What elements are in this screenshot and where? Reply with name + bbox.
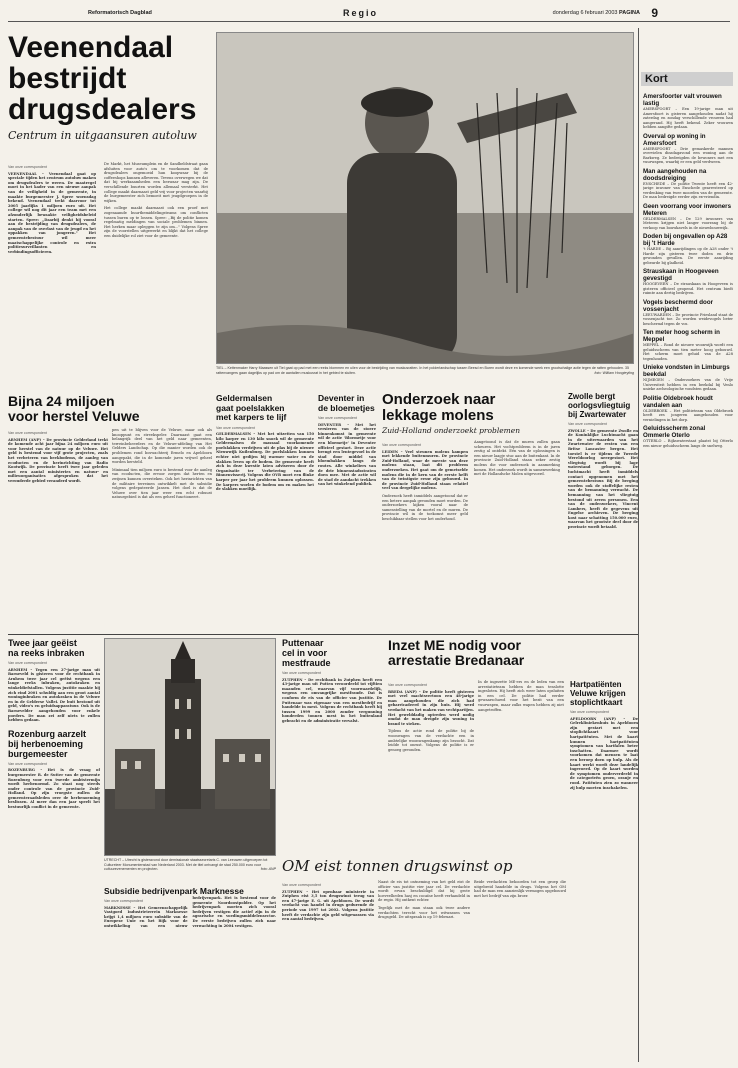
- article-puttenaar: Puttenaar cel in voor mestfraude Van onze correspondent ZUTPHEN – De rechtbank in Zutphen heeft een 43-jarige man uit Putten veroordeeld tot vijftien maanden cel, waarvan vijf voorwaardelijk, wegens een omvangrijke mestfraude. Dat is conform de eis van de officier van justitie. De Puttenaar was eigenaar van een mestbedrijf en handelde in mest. Volgens de rechtbank heeft hij tussen 1999 en 2000 zonder vergunning honderden tonnen mest in het buitenland gebracht en de administratie vervalst.: [282, 638, 382, 723]
- kort-item-title: Geluidsscherm zonal Ommerle Oterlo: [643, 425, 706, 439]
- kort-item-text: LEEUWARDEN – De provincie Friesland staat de vossenjacht toe. Zo worden weidevogels beter beschermd tegen de vos.: [643, 312, 733, 326]
- kort-item-title: Politie Oldebroek houdt vandalen aan: [643, 394, 713, 409]
- kort-item-title: Strauskaan in Hoogeveen gevestigd: [643, 268, 719, 282]
- kort-item-title: Overval op woning in Amersfoort: [643, 132, 706, 147]
- section-divider: [8, 634, 638, 635]
- headline-line2: bestrijdt: [8, 62, 127, 95]
- kort-item-title: Man aangehouden na doodsdreiging: [643, 167, 707, 182]
- article-deventer: Deventer in de bloemetjes Van onze correspondent DEVENTER – Met het versieren van de stoere binnenkomst in gemeente wil de actie 'Bloemetje voor een bloemetje' in Deventer officieel gestart. Deze actie brengt een lentegevoel in de stad door middel van bloembakken langs de routes. Alle winkeliers van de drie binnenstadsstraten doen mee. Met de actie wil de stad de aandacht trekken van het winkelend publiek.: [318, 394, 376, 487]
- kort-heading: Kort: [641, 72, 733, 86]
- utrecht-photo: [104, 638, 276, 856]
- kort-list: [643, 90, 733, 1062]
- muskrat-catcher-photo: [217, 33, 634, 364]
- page-header: [8, 6, 730, 22]
- body-text: Het college maakt daarnaast ook een proef met zogenaamde buurtbemiddelingsteams om conflicten tussen buren op te lossen. Spree: ,,Bij de politie komen regelmatig meldingen van sociale problemen binnen. Het herken maar opleggen te zijn om..." Volgens Spree zijn de voorstellen uitgewerkt en blijkt dat het college een duidelijke rol ziet voor de gemeente.: [104, 206, 208, 238]
- main-photo-caption: TIEL – Kettenmaker Harry Maassen uit Tiel gaat op pad met een reeks blommen en uilen voor de bestrijding van muskusratten. In het polderlandschap tussen Beesd en Buren wordt deze en komende week een grootschalige actie tegen de ratten gehouden. 35 rattenvangers gaan dagelijks op pad om de aantallen muskusrat in het gebied te sluiten. foto: William Hoogteyling: [216, 366, 634, 375]
- kort-item: [643, 203, 733, 231]
- kort-item: [643, 395, 733, 423]
- article-molens-col2: Aangetoond is dat de muren zullen gaan scheuren. Het vochtprobleem is in de jaren zestig al ontdekt. Eén van de oplossingen is een nieuw laagje stuc aan de buitenkant. In de provincie Zuid-Holland staan zeker zestig molens die voor onderzoek in aanmerking komen. Het onderzoek wordt in samenwerking met de Hollandsche Molen uitgevoerd.: [474, 440, 560, 477]
- main-col1: [8, 162, 96, 390]
- kort-item-text: GELDERMALSEN – De 129 inwoners van Meteren krijgen niet langer voorrang bij de verkoop van bouwkavels in de nieuwbouwwijk.: [643, 216, 733, 230]
- kort-item: [643, 93, 733, 130]
- article-molens-headline: Onderzoek naar lekkage molens Zuid-Holland onderzoekt problemen: [382, 392, 521, 435]
- byline: Van onze correspondent: [8, 165, 47, 169]
- kort-item: [643, 268, 733, 296]
- kort-item-text: OTTERLO – Rijkswaterstaat plaatst bij Otterlo een nieuw geluidsscherm langs de snelweg.: [643, 439, 733, 448]
- kort-item: [643, 168, 733, 200]
- article-me-col1: Van onze correspondent BREDA (ANP) – De politie heeft gisteren met veel machtsvertoon een 48-jarige man aangehouden die zich had gebarricadeerd in zijn huis. Hij werd verdacht van het maken van vechtpartijen. Het gewelddadig optreden werd nodig omdat de man dreigde zijn woning in brand te steken. Tijdens de actie rond de politie bij de woonwagen van de verdachte een in ambtelijke woonwagenkamp zijn bezocht. Dat leidde tot onrust. Volgens de politie is er genoeg gevonden.: [388, 683, 474, 752]
- kort-item-text: OLDEBROEK – Het politieteam van Oldebroek heeft zes jongeren aangehouden voor vernielingen in het dorp.: [643, 408, 733, 422]
- kort-item-title: Vogels beschermd door vossenjacht: [643, 298, 714, 313]
- kort-divider: [638, 28, 639, 1062]
- kort-item-text: MEPPEL – Rond de nieuwe woonwijk wordt een geluidsscherm van tien meter hoog gebouwd. Het scherm moet geluid van de A28 tegenhouden.: [643, 343, 733, 361]
- article-me-headline: Inzet ME nodig voor arrestatie Bredanaar: [388, 638, 525, 668]
- article-geldermalsen: Geldermalsen gaat poelslakken met karpers te lijf Van onze correspondent GELDERMALSEN – Met het uitzetten van 150 kilo karper en 130 kilo snoek wil de gemeente Geldermalsen de massaal voorkomende poelslakken verdrijven uit de plas bij de nieuwe Nieuwwijk Kuilenburg. De poelslakken kunnen echter niet gedijen bij warmer water en de slakken leven op de bodem. De gemeente heeft zich in deze kwestie laten adviseren door de Organisatie ter Verbetering van de Binnenvisserij. Volgens die OVB moet een flinke karper per jaar het probleem kunnen oplossen. De karpers woelen de bodem om en maken het de slakken moeilijk.: [216, 394, 314, 492]
- article-molens-col1: Van onze correspondent LEIDEN – Veel steunen molens kampen met lekkende buitenmuren. De provincie Zuid-Holland, waar de meeste van deze molens staan, laat dit probleem onderzoeken. Het gaat om de gemetselde molens die in de kern van de eerste helft van de twintigste eeuw zijn gebouwd. In de provincie Zuid-Holland staan relatief veel van dergelijke molens. Onderzoek heeft inmiddels aangetoond dat er een betere aanpak gevonden moet worden. De onderzoekers kijken vooral naar de samenstelling van de mortel en de muren. De provincie wil in de toekomst meer geld beschikbaar stellen voor het onderhoud.: [382, 443, 468, 521]
- body-text: VEENENDAAL – Veenendaal gaat op speciale tijden het centrum autoluw maken om drugsdealers te weren. De maatregel moet in het kader van een nieuwe aanpak van de veiligheid in de gemeente, in maakte burgemeester J. Spree woensdag bekend. Veenendaal trekt daarvoor tot 2005 jaarlijks 1 miljoen euro uit. Het college wil nog dit jaar een team met een afzonderlijk bewaakte veiligheidsbeleid starten. Spree: ,,Daarbij denkt hij vooral aan de bestrijding van drugsdealers, de aanpak van de overlast van de jeugd en het oppakken van jongeren." Het gemeentebestuur wil meer maatschappelijke controle en extra politiesurveillanten en verbindingsofficieren.: [8, 171, 96, 254]
- kort-item-text: NIJMEGEN – Onderzoekers van de Vrije Universiteit hebben in een beekdal bij Venlo unieke archeologische vondsten gedaan.: [643, 378, 733, 391]
- kort-item: [643, 233, 733, 265]
- kort-item-title: Ten meter hoog scherm in Meppel: [643, 329, 720, 343]
- article-veluwe-col1: Van onze correspondent ARNHEM (ANP) – De provincie Gelderland trekt de komende acht jaar bijna 24 miljoen euro uit voor herstel van de natuur op de Veluwe. Het geld is bestemd voor vijf grote projecten, zoals het verbeteren van beekbodems, de aanleg van ecoducten en de herinrichting van Radio Kootwijk. De provincie heeft twee jaar geleden met een aantal ministeries en natuur- en milieuorganisaties afgesproken dat het verouderde gebied veranderd wordt.: [8, 431, 108, 483]
- article-om-col1: Van onze correspondent ZUTPHEN – Het openbaar ministerie in Zutphen eist 3,5 ton drugswinst terug van een 47-jarige E. G. uit Apeldoorn. De wordt verdacht van handel in drugs gedurende de periode van 1997 tot 2002. Volgens justitie heeft de verdachte zijn geld witgewassen via een aantal bedrijven.: [282, 883, 374, 922]
- kort-item: [643, 133, 733, 165]
- photo-credit: foto: ANP: [260, 867, 276, 871]
- article-hartpatienten: Hartpatiënten Veluwe krijgen stoplichtkaart Van onze correspondent APELDOORN (ANP) – De Gelrekliniekenhuis in Apeldoorn zijn gestart met een stoplichtkaart voor hartpatiënten. Met de kaart kunnen hartpatiënten symptomen van hartfalen beter inschatten. Daarmee wordt voorkomen dat mensen te laat een beroep doen op hulp. Als de kaart werkt wordt deze landelijk ingevoerd. Op de kaart worden de symptomen onderverdeeld in de categorieën groen, oranje en rood. Patiënten zien zo wanneer zij hulp moeten inschakelen.: [570, 680, 638, 790]
- kort-item-title: Geen voorrang voor inwoners Meteren: [643, 202, 732, 217]
- kort-item: [643, 425, 733, 448]
- paper-name: Reformatorisch Dagblad: [88, 10, 152, 16]
- article-om-headline: OM eist tonnen drugswinst op: [282, 858, 513, 875]
- article-me-col2: In de ingezette ME-ers en de leden van een arrestatieteam hebben de man tenslotte ingesloten. Hij heeft zich weer laten opsluiten in een cel. De politie had eerder gewaarschuwd voor het bezit van een vuurwapen, maar zulks wapen hebben zij niet aangetroffen.: [478, 680, 564, 712]
- kort-item-title: Unieke vondsten in Limburgs beekdal: [643, 364, 730, 378]
- headline-line1: Veenendaal: [8, 32, 174, 64]
- article-om-col2: Naast de eis tot ontneming van het geld eist de officier van justitie vier jaar cel. De verdachte wordt ervan beschuldigd dat hij grote hoeveelheden hasj en cocaïne heeft verhandeld in de regio. Hij ontkent echter. Tegelijk met de man staan ook twee andere verdachten terecht voor het witwassen van drugsgeld. De uitspraak is op 19 februari.: [378, 880, 470, 920]
- body-text: De Markt, het Museumplein en de Sandbeldstraat gaan afsluiten voor auto's om te voorkomen dat de drugsdealers ongemoeid hun koopwaar bij de coffeeshops kunnen afleveren. Tevens overwegen we dat dat bij werkzaamheden een bezwaar mag zijn. De verschillende buurten worden allemaal versterkt. Het college maakt daarnaast geld vrij voor projecten waarbij de burgemeester zich bemoeit met jeugdgroepen in de wijken.: [104, 162, 208, 203]
- article-marknesse: Subsidie bedrijvenpark Marknesse Van onze correspondent MARKNESSE – Het Gemeenschappelijk Vastgoed Industrieterrein Marknesse krijgt 1,4 miljoen euro subsidie van de Europese Unie en het Rijk voor de ontwikkeling van een nieuw bedrijvenpark. Het is bestemd voor de gemeente Noordoostpolder. Op het bedrijvenpark moeten zich vooral bedrijven vestigen die actief zijn in de agrarische en voedingsmiddelensector. De eerste bedrijven zullen zich naar verwachting in 2004 vestigen.: [104, 886, 276, 928]
- page-date: donderdag 6 februari 2003 PAGINA: [552, 10, 640, 16]
- kort-item-text: ENSCHEDE – De politie Twente heeft een 42-jarige inwoner van Enschede gearresteerd op verdenking van twee moorden van de gemeente. De man bedreigde eerder zijn ex-vriendin.: [643, 181, 733, 199]
- kort-item-text: HOOGEVEEN – De strauskaan in Hoogeveen is gisteren officieel geopend. Het centrum biedt ruimte aan dertig bedrijven.: [643, 282, 733, 295]
- utrecht-photo-caption: UTRECHT – Utrecht is gisteravond door demissionair staatssecretaris C. van Leeuwen uitgeroepen tot Cultureleer Monumentenstad van Nederland 2003. Met de titel ontvangt de stad 250.000 euro voor cultuurevenementen en projecten. foto: ANP: [104, 858, 276, 871]
- kort-item: [643, 299, 733, 327]
- article-om-col3: Beide verdachten behoorden tot een groep die uitgebreid handelde in drugs. Volgens het OM had de man een aanzienlijk vermogen opgebouwd met het bedrijf van zijn broer.: [474, 880, 566, 898]
- dom-tower-photo: [105, 639, 276, 856]
- kort-item: [643, 329, 733, 361]
- kort-item-text: AMERSFOORT – Een 19-jarige man uit Amersfoort is gisteren aangehouden nadat hij zaterdag en zondag verschillende vrouwen had aangerand. Hij heeft bekend. Zeker vrouwen hebben aangifte gedaan.: [643, 107, 733, 129]
- kort-item-text: AMERSFOORT – Drie gemaskerde mannen overvielen dinsdagavond een woning aan de Barkweg. Ze bedreigden de bewoners met een vuurwapen, waarbij er een geld verdween.: [643, 146, 733, 164]
- main-col2: [104, 162, 208, 390]
- kort-item: [643, 364, 733, 392]
- headline-line3: drugsdealers: [8, 93, 197, 126]
- main-photo: [216, 32, 634, 364]
- page-number: 9: [651, 6, 658, 20]
- headline-subtitle: Centrum in uitgaansuren autoluw: [8, 129, 197, 142]
- article-veluwe-headline: Bijna 24 miljoen voor herstel Veluwe: [8, 394, 140, 424]
- photo-credit: foto: William Hoogteyling: [594, 370, 634, 375]
- kort-item-title: Amersfoorter valt vrouwen lastig: [643, 93, 722, 107]
- main-headline: [8, 32, 208, 162]
- kort-item-title: Doden bij ongevallen op A28 bij 't Harde: [643, 233, 728, 247]
- article-inbraken: Twee jaar geëist na reeks inbraken Van onze correspondent ARNHEM – Tegen een 27-jarige man uit Barneveld is gisteren voor de rechtbank in Arnhem twee jaar cel geëist wegens een lange reeks inbraken, autokraken en winkeldiefstallen. Volgens justitie maakte hij zich eind 2001 schuldig aan een groot aantal woninginbraken en autokraken in de Veluwe en in de Gelderse Vallei. De buit bestond uit geld, video's en geluidsapparatuur. Ook is de Barnevelder aangehouden voor enkele poeders. De man zei zelf niets te zullen hebben gedaan. Rozenburg aarzelt bij herbenoeming burgemeester Van onze correspondent ROZENBURG – Het is de vraag of burgemeester R. de Sutter van de gemeente Rozenburg voor een tweede ambtstermijn wordt herbenoemd. Zo staat nog steeds onder controle van de provincie Zuid-Holland. Op zijn vroegste zullen de gemeenteraadsleden over de herbenoeming beslissen. Al meer dan een jaar speelt het bestuurlijk conflict in de gemeente.: [8, 638, 100, 810]
- section-title: Regio: [343, 8, 379, 18]
- article-zwolle: Zwolle bergt oorlogsvliegtuig bij Zwartewater Van onze correspondent ZWOLLE – De gemeente Zwolle en de Koninklijke Luchtmacht gaan in de uiterwaarden van het Zwartewater de resten van een Britse Lancaster bergen. Het toestel is er tijdens de Tweede Wereldoorlog neergestort. Het vliegtuig wordt bij lage waterstand geborgen. De luchtmacht heeft inmiddels contact opgenomen met het gemeentebestuur. Bij de berging worden ook de stoffelijke resten van de bemanning verwacht. De bemanning van het vliegtuig bestond uit zeven personen. Een van de onderzoekers, Vincent Lambers, heeft de gegevens uit Engelse archieven. De berging kost naar schatting 150.000 euro, waarvan het grootste deel door de provincie wordt betaald.: [568, 392, 638, 530]
- article-veluwe-col2: pen uit te blijven voor de Veluwe, maar ook als knooppunt en streekspeler. Daarnaast gaat een belangrijk deel van het geld naar gemeenten, terreinbeheerders en de Veluwe-afdeling van Het Gelders Landschap. Op die manier worden ook de problemen rond boswachterij Ermelo en Apeldoorn aangepakt, die in de komende jaren vrijwel geheel worden hersteld. Minimaal tien miljoen euro is bestemd voor de aanleg van ecoducten, die ervoor zorgen dat herten en zwijnen kunnen oversteken. Ook het herinrichten van de militaire terreinen ontwikkelt met de subsidie volgens gedeputeerde Jansen. Het doel is dat de Veluwe over tien jaar weer een echt robuust natuurgebied is dat als een geheel functioneert.: [112, 428, 212, 500]
- kort-item-text: 't HARDE – Bij aanrijdingen op de A28 onder 't Harde zijn gisteren twee doden en drie gewonden gevallen. De eerste aanrijding gebeurde bij gladheid.: [643, 247, 733, 265]
